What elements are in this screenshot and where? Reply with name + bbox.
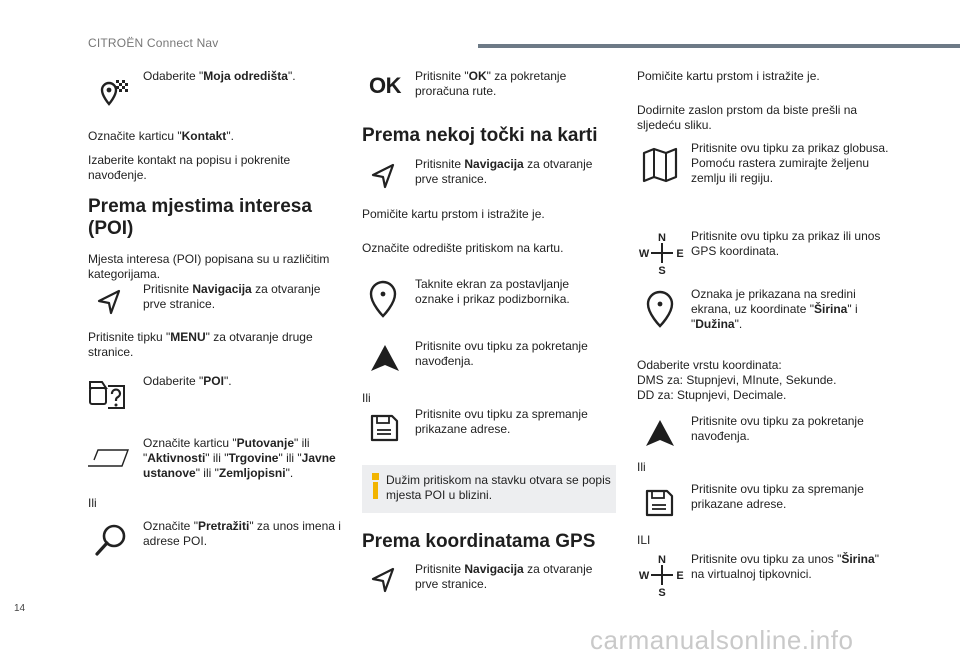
location-pin-icon	[644, 290, 676, 330]
col3-ili-text: Ili	[637, 460, 646, 474]
pretraziti-text: Označite "Pretražiti" za unos imena i adrese POI.	[143, 519, 341, 548]
moja-odredista-text: Odaberite "Moja odredišta".	[143, 69, 296, 83]
ok-text: Pritisnite "OK" za pokretanje proračuna rute.	[415, 69, 567, 98]
svg-text:W: W	[638, 248, 650, 260]
svg-text:N: N	[658, 554, 666, 566]
gps-compass-icon	[640, 552, 684, 598]
kontakt-text: Označite karticu "Kontakt".	[88, 129, 234, 143]
ok-icon: OK	[369, 73, 401, 98]
heading-poi: Prema mjestima interesa (POI)	[88, 196, 312, 239]
svg-text:W: W	[638, 570, 650, 582]
col1-navigacija-text: Pritisnite Navigacija za otvaranje prve stranice.	[143, 282, 321, 311]
svg-text:E: E	[676, 570, 684, 582]
globus-text: Pritisnite ovu tipku za prikaz globusa. Pomoću rastera zumirajte željenu zemlju ili regiju.	[691, 141, 889, 185]
dodirnite-text: Dodirnite zaslon prstom da biste prešli na sljedeću sliku.	[637, 103, 858, 132]
poi-intro-text: Mjesta interesa (POI) popisana su u različitim kategorijama.	[88, 252, 330, 281]
svg-text:S: S	[658, 265, 666, 277]
info-dot-icon	[372, 473, 379, 480]
globe-map-icon	[640, 145, 680, 185]
sirina-unos-text: Pritisnite ovu tipku za unos "Širina" na virtualnoj tipkovnici.	[691, 552, 879, 581]
oznacite-odrediste-text: Označite odredište pritiskom na kartu.	[362, 241, 564, 255]
col3-spremanje-text: Pritisnite ovu tipku za spremanje prikazane adrese.	[691, 482, 864, 511]
destination-flag-icon	[92, 78, 130, 112]
svg-text:E: E	[676, 248, 684, 260]
gps-compass-icon	[640, 230, 684, 276]
navigation-arrow-icon	[369, 161, 399, 191]
col2-ili-text: Ili	[362, 391, 371, 405]
info-bar-icon	[373, 482, 378, 499]
col2-navigacija-text: Pritisnite Navigacija za otvaranje prve stranice.	[415, 157, 593, 186]
poi-text: Odaberite "POI".	[143, 374, 232, 388]
kartica-text: Označite karticu "Putovanje" ili "Aktivnosti" ili "Trgovine" ili "Javne ustanove" ili "Zemljopisni".	[143, 436, 336, 480]
vrsta-koordinata-text: Odaberite vrstu koordinata: DMS za: Stupnjevi, MInute, Sekunde. DD za: Stupnjevi, Decimale.	[637, 358, 837, 402]
start-guidance-icon	[369, 343, 401, 373]
heading-tocka-karta: Prema nekoj točki na karti	[362, 125, 598, 146]
gps-koordinate-text: Pritisnite ovu tipku za prikaz ili unos GPS koordinata.	[691, 229, 881, 258]
note-text: Dužim pritiskom na stavku otvara se popis mjesta POI u blizini.	[386, 473, 611, 502]
col2-pomicite-text: Pomičite kartu prstom i istražite je.	[362, 207, 545, 221]
col2-pokretanje-text: Pritisnite ovu tipku za pokretanje navođenja.	[415, 339, 588, 368]
svg-text:S: S	[658, 587, 666, 599]
watermark: carmanualsonline.info	[590, 625, 854, 655]
tab-outline-icon	[86, 446, 132, 468]
save-floppy-icon	[369, 412, 399, 444]
navigation-arrow-icon	[95, 287, 125, 317]
heading-gps: Prema koordinatama GPS	[362, 531, 596, 552]
page-number: 14	[14, 603, 26, 614]
poi-question-icon	[86, 374, 128, 416]
location-pin-icon	[367, 280, 399, 320]
search-icon	[94, 523, 128, 557]
start-guidance-icon	[644, 418, 676, 448]
col1-ili-text: Ili	[88, 496, 97, 510]
col3-ili-caps-text: ILI	[637, 533, 651, 547]
header-title: CITROËN Connect Nav	[88, 36, 219, 50]
izaberite-text: Izaberite kontakt na popisu i pokrenite navođenje.	[88, 153, 291, 182]
oznaka-text: Oznaka je prikazana na sredini ekrana, uz koordinate "Širina" i "Dužina".	[691, 287, 858, 331]
col3-pomicite-text: Pomičite kartu prstom i istražite je.	[637, 69, 820, 83]
menu-text: Pritisnite tipku "MENU" za otvaranje druge stranice.	[88, 330, 313, 359]
header-bar	[478, 44, 960, 48]
col2-spremanje-text: Pritisnite ovu tipku za spremanje prikazane adrese.	[415, 407, 588, 436]
svg-text:N: N	[658, 232, 666, 244]
taknite-text: Taknite ekran za postavljanje oznake i prikaz podizbornika.	[415, 277, 570, 306]
col3-pokretanje-text: Pritisnite ovu tipku za pokretanje navođenja.	[691, 414, 864, 443]
save-floppy-icon	[644, 487, 674, 519]
navigation-arrow-icon	[369, 565, 399, 595]
gps-navigacija-text: Pritisnite Navigacija za otvaranje prve stranice.	[415, 562, 593, 591]
